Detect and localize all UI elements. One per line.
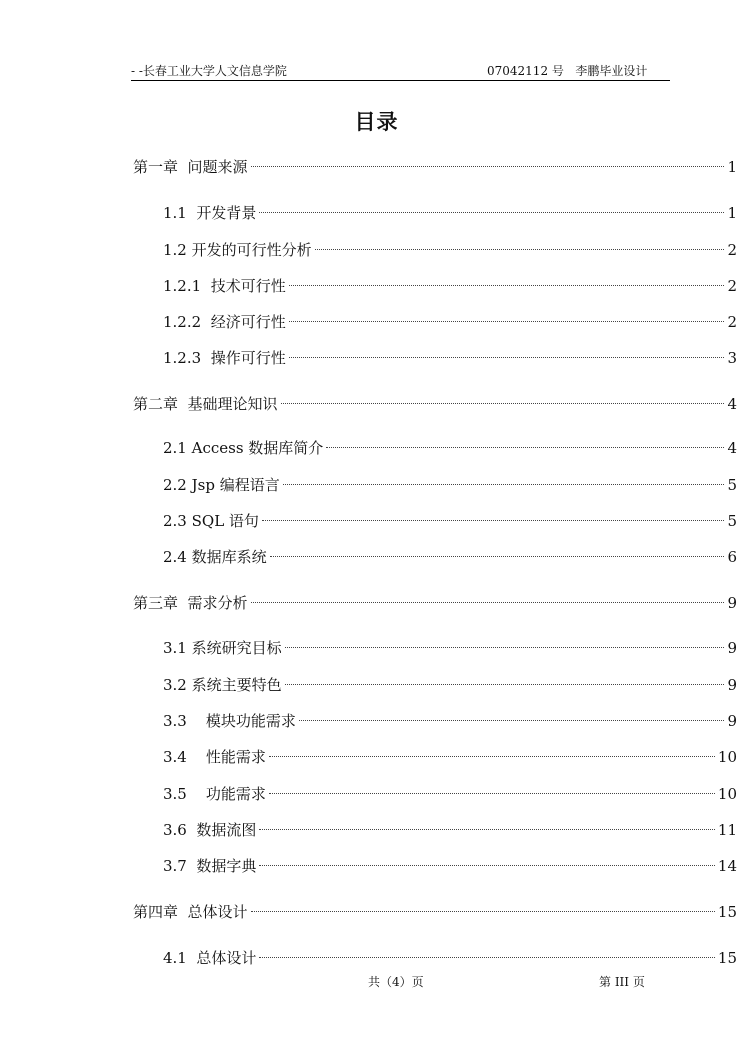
toc-entry-page: 9 [727,676,737,694]
toc-entry-page: 1 [727,204,737,222]
toc-entry-label: 2.2 Jsp 编程语言 [163,476,280,494]
toc-dot-leader [315,249,725,250]
header-school: - -长春工业大学人文信息学院 [131,64,287,78]
toc-entry-label: 3.1 系统研究目标 [163,639,282,657]
toc-entry[interactable] [163,746,737,768]
toc-entry-page: 15 [717,949,737,967]
toc-entry-label: 第一章 问题来源 [133,158,248,176]
toc-entry[interactable] [163,347,737,369]
toc-dot-leader [289,357,725,358]
toc-entry-label: 第三章 需求分析 [133,594,248,612]
toc-dot-leader [289,285,725,286]
toc-entry-label: 2.4 数据库系统 [163,548,267,566]
toc-dot-leader [259,865,715,866]
toc-entry-page: 2 [727,277,737,295]
toc-entry-label: 2.1 Access 数据库简介 [163,439,324,457]
footer-total-pages: 共（4）页 [368,975,424,989]
toc-entry[interactable] [133,592,737,614]
toc-entry-page: 4 [727,395,737,413]
toc-entry-label: 3.5 功能需求 [163,785,266,803]
toc-entry-page: 14 [717,857,737,875]
toc-dot-leader [259,829,715,830]
toc-dot-leader [289,321,725,322]
toc-entry-label: 3.4 性能需求 [163,748,266,766]
toc-dot-leader [285,647,725,648]
toc-dot-leader [269,793,715,794]
toc-entry[interactable] [163,947,737,969]
toc-entry-label: 3.3 模块功能需求 [163,712,296,730]
toc-dot-leader [259,212,724,213]
toc-entry-page: 5 [727,512,737,530]
toc-entry-label: 1.2.1 技术可行性 [163,277,286,295]
toc-entry-label: 1.2.2 经济可行性 [163,313,286,331]
toc-dot-leader [281,403,725,404]
toc-dot-leader [262,520,725,521]
toc-title: 目录 [354,110,399,134]
toc-entry-page: 9 [727,594,737,612]
toc-entry[interactable] [163,474,737,496]
toc-entry-page: 1 [727,158,737,176]
toc-entry[interactable] [163,510,737,532]
toc-entry-label: 1.2.3 操作可行性 [163,349,286,367]
toc-entry-page: 15 [717,903,737,921]
toc-entry[interactable] [163,275,737,297]
toc-dot-leader [251,166,725,167]
toc-entry-label: 1.1 开发背景 [163,204,257,222]
toc-entry[interactable] [163,239,737,261]
header-student: 07042112 号 李鹏毕业设计 [487,64,648,78]
toc-dot-leader [269,756,715,757]
toc-dot-leader [283,484,725,485]
toc-entry-label: 2.3 SQL 语句 [163,512,259,530]
toc-entry-page: 11 [717,821,737,839]
toc-entry-page: 5 [727,476,737,494]
toc-entry[interactable] [163,710,737,732]
toc-entry[interactable] [163,783,737,805]
toc-entry[interactable] [163,437,737,459]
toc-entry-page: 10 [717,748,737,766]
footer-page-number: 第 III 页 [599,975,645,989]
toc-entry[interactable] [133,156,737,178]
toc-entry[interactable] [133,901,737,923]
toc-entry-page: 10 [717,785,737,803]
toc-entry[interactable] [133,393,737,415]
toc-entry[interactable] [163,546,737,568]
toc-entry-label: 3.7 数据字典 [163,857,257,875]
toc-entry[interactable] [163,674,737,696]
toc-entry-page: 4 [727,439,737,457]
toc-entry-page: 6 [727,548,737,566]
toc-dot-leader [299,720,725,721]
toc-dot-leader [251,911,715,912]
toc-entry[interactable] [163,202,737,224]
toc-entry[interactable] [163,311,737,333]
toc-entry-label: 第二章 基础理论知识 [133,395,278,413]
toc-dot-leader [259,957,715,958]
toc-entry-label: 第四章 总体设计 [133,903,248,921]
toc-entry-page: 2 [727,313,737,331]
toc-entry-label: 3.6 数据流图 [163,821,257,839]
toc-entry[interactable] [163,819,737,841]
toc-dot-leader [326,447,724,448]
toc-dot-leader [270,556,725,557]
toc-entry-page: 9 [727,639,737,657]
toc-entry-page: 9 [727,712,737,730]
toc-dot-leader [251,602,725,603]
toc-entry[interactable] [163,637,737,659]
toc-entry-label: 3.2 系统主要特色 [163,676,282,694]
toc-entry[interactable] [163,855,737,877]
toc-entry-label: 4.1 总体设计 [163,949,257,967]
toc-dot-leader [285,684,725,685]
page-header [131,62,670,81]
toc-entry-page: 3 [727,349,737,367]
toc-entry-label: 1.2 开发的可行性分析 [163,241,312,259]
toc-entry-page: 2 [727,241,737,259]
